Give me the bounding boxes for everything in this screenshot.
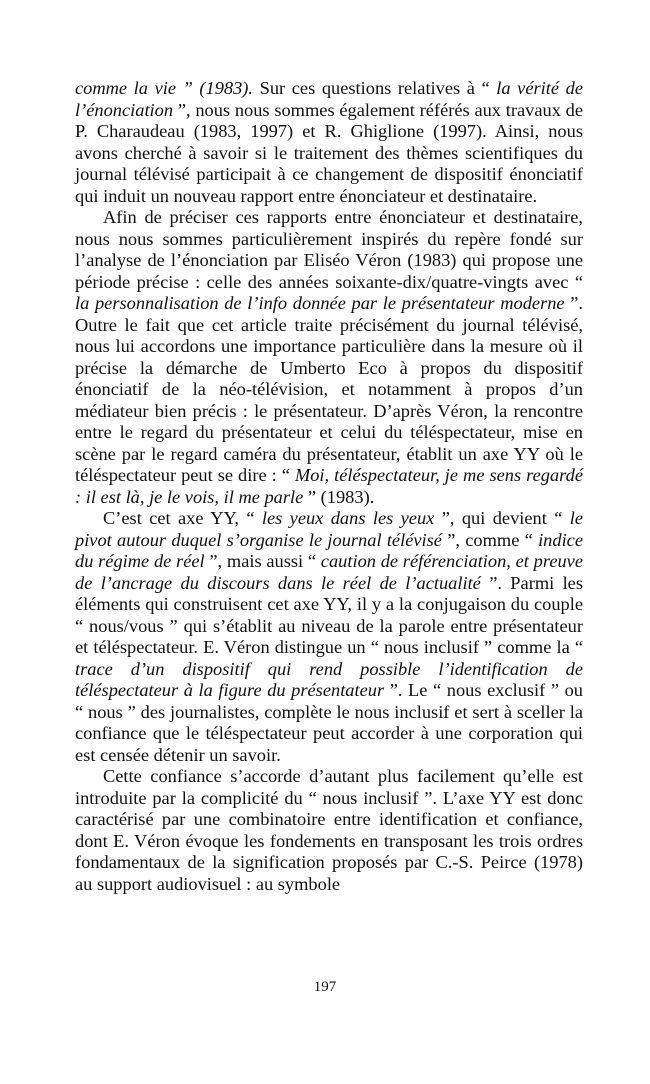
italic-quote: caution de référenciation, et preuve de l’ancrage du discours dans le réel de l’actualité [75,551,584,593]
text-run: ”, mais aussi “ [204,551,321,571]
italic-quote: le pivot autour duquel s’organise le journal télévisé [75,508,584,550]
italic-quote: trace d’un dispositif qui rend possible l’identification de téléspectateur à la figure du présentateur [75,658,583,700]
text-run: ”, nous nous sommes également référés aux travaux de P. Charaudeau (1983, 1997) et R. Ghiglione (1997). Ainsi, nous avons cherché à savoir si le traitement des thèmes scientifiques du journal télévisé participait à ce changement de dispositif énonciatif qui induit un nouveau rapport entre énonciateur et destinataire. [75,99,583,206]
text-run: ”. Parmi les éléments qui construisent cet axe YY, il y a la conjugaison du couple “ nous/vous ” qui s’établit au niveau de la parole entre présentateur et téléspectateur. E. Véron distingue un “ nous inclusif ” comme la “ [75,572,583,657]
italic-quote: la personnalisation de l’info donnée par le présentateur moderne [75,293,565,313]
italic-quote: Moi, téléspectateur, je me sens regardé : il est là, je le vois, il me parle [75,465,583,507]
text-run: C’est cet axe YY, “ [103,508,262,528]
text-run: ”, comme “ [441,529,539,550]
italic-quote: les yeux dans les yeux [261,508,435,528]
text-run: Cette confiance s’accorde d’autant plus facilement qu’elle est introduite par la complicité du “ nous inclusif ”. L’axe YY est donc caractérisé par une combinatoire entre identification et confiance, dont E. Véron évoque les fondements en transposant les trois ordres fondamentaux de la signification proposés par C.-S. Peirce (1978) au support audiovisuel : au symbole [75,766,583,894]
paragraph [75,78,583,207]
text-run: ”. Le “ nous exclusif ” ou “ nous ” des journalistes, complète le nous inclusif et sert à sceller la confiance que le téléspectateur peut accorder à une corporation qui est censée détenir un savoir. [75,680,583,765]
italic-quote: comme la vie ” (1983). [75,78,254,98]
page-number: 197 [313,979,337,995]
paragraph [75,766,583,895]
text-run: Sur ces questions relatives à “ [253,78,497,98]
text-run: ”, qui devient “ [434,508,570,528]
text-run: ” (1983). [303,486,375,507]
paragraph [75,207,583,508]
text-run: ”. Outre le fait que cet article traite précisément du journal télévisé, nous lui accordons une importance particulière dans la mesure où il précise la démarche de Umberto Eco à propos du dispositif énonciatif de la néo-télévision, et notamment à propos d’un médiateur bien précis : le présentateur. D’après Véron, la rencontre entre le regard du présentateur et celui du téléspectateur, mise en scène par le regard caméra du présentateur, établit un axe YY où le téléspectateur peut se dire : “ [75,293,584,485]
text-run: Afin de préciser ces rapports entre énonciateur et destinataire, nous nous sommes particulièrement inspirés du repère fondé sur l’analyse de l’énonciation par Eliséo Véron (1983) qui propose une période précise : celle des années soixante-dix/quatre-vingts avec “ [75,207,583,292]
italic-quote: la vérité de l’énonciation [75,78,583,120]
page-body [75,78,583,895]
paragraph [75,508,583,766]
italic-quote: indice du régime de réel [75,529,583,571]
